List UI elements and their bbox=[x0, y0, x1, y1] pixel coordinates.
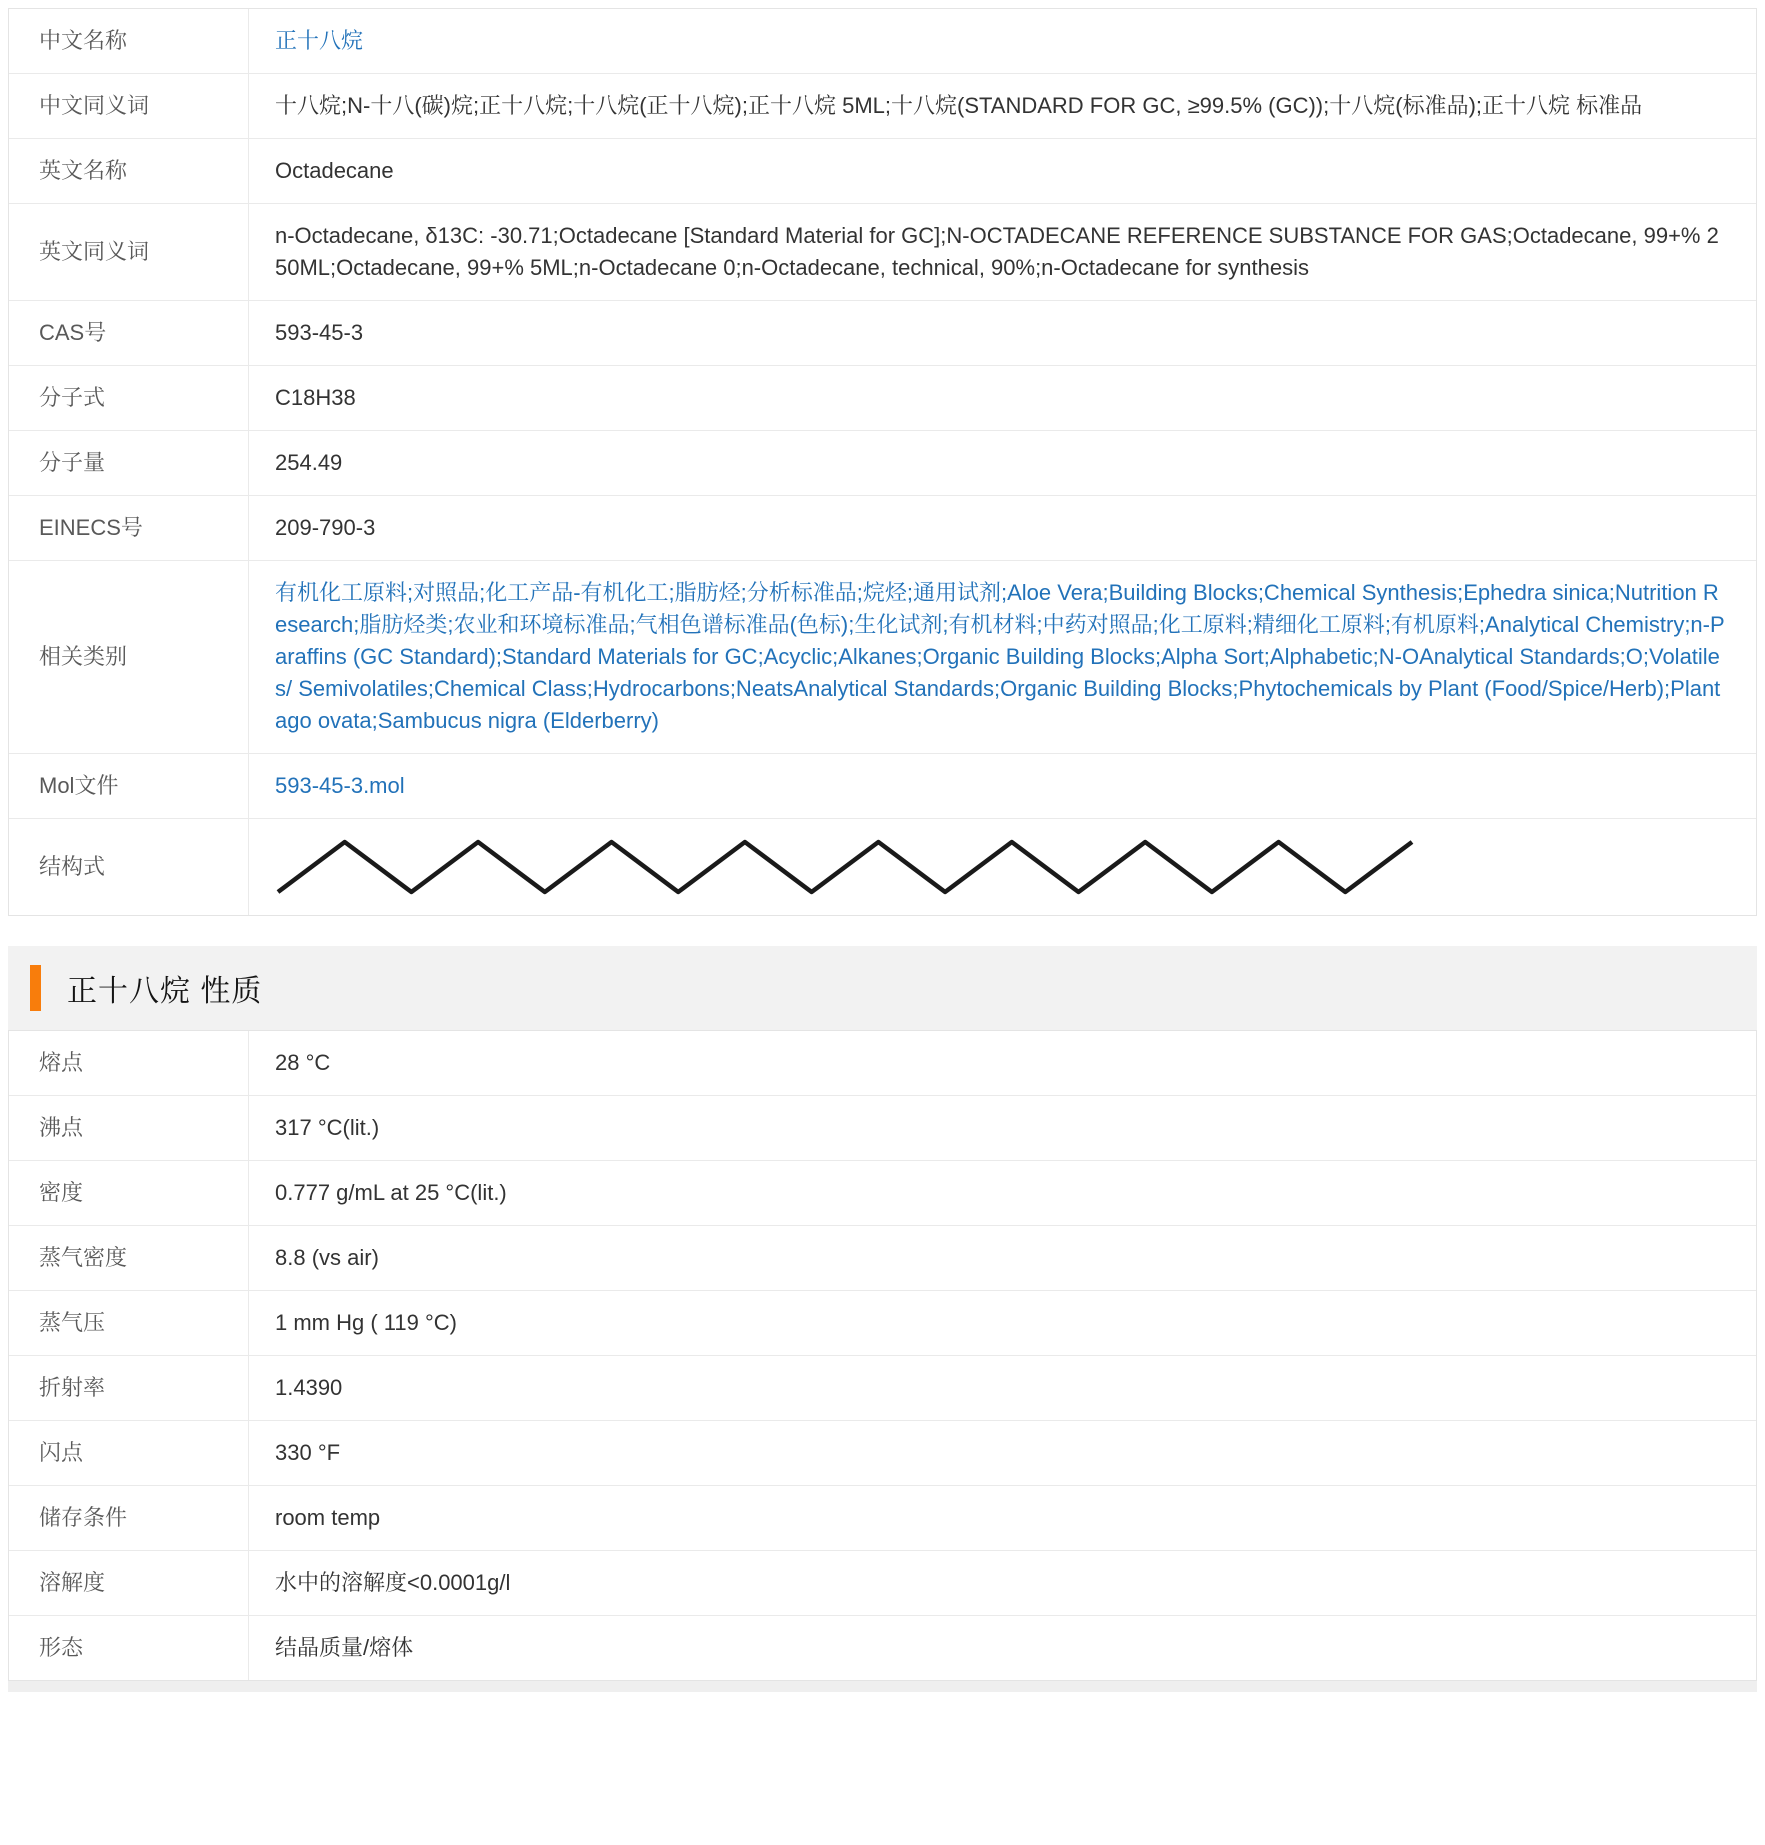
row-label: 相关类别 bbox=[9, 561, 249, 753]
row-value bbox=[249, 754, 1756, 818]
row-label: 折射率 bbox=[9, 1356, 249, 1420]
table-row bbox=[9, 1485, 1756, 1550]
row-value bbox=[249, 431, 1756, 495]
row-label: CAS号 bbox=[9, 301, 249, 365]
value-text: 十八烷;N-十八(碳)烷;正十八烷;十八烷(正十八烷);正十八烷 5ML;十八烷(STANDARD FOR GC, ≥99.5% (GC));十八烷(标准品);正十八烷 标准品 bbox=[275, 93, 1643, 118]
value-text: 1.4390 bbox=[275, 1375, 343, 1400]
row-label: Mol文件 bbox=[9, 754, 249, 818]
structure-cell bbox=[249, 819, 1756, 915]
row-label: 蒸气密度 bbox=[9, 1226, 249, 1290]
table-row bbox=[9, 73, 1756, 138]
next-section-band-edge bbox=[8, 1681, 1757, 1692]
row-value bbox=[249, 1226, 1756, 1290]
table-row bbox=[9, 1550, 1756, 1615]
row-label: 储存条件 bbox=[9, 1486, 249, 1550]
section-header bbox=[8, 946, 1757, 1030]
row-value bbox=[249, 561, 1756, 753]
row-value bbox=[249, 1356, 1756, 1420]
table-row bbox=[9, 1095, 1756, 1160]
table-row bbox=[9, 818, 1756, 915]
category-links[interactable]: 有机化工原料;对照品;化工产品-有机化工;脂肪烃;分析标准品;烷烃;通用试剂;Aloe Vera;Building Blocks;Chemical Synthesis;Ephedra sinica;Nutrition Research;脂肪烃类;农业和环境标准品;气相色谱标准品(色标);生化试剂;有机材料;中药对照品;化工原料;精细化工原料;有机原料;Analytical Chemistry;n-Paraffins (GC Standard);Standard Materials for GC;Acyclic;Alkanes;Organic Building Blocks;Alpha Sort;Alphabetic;N-OAnalytical Standards;O;Volatiles/ Semivolatiles;Chemical Class;Hydrocarbons;NeatsAnalytical Standards;Organic Building Blocks;Phytochemicals by Plant (Food/Spice/Herb);Plantago ovata;Sambucus nigra (Elderberry) bbox=[275, 580, 1725, 733]
row-label: 英文名称 bbox=[9, 139, 249, 203]
value-text: room temp bbox=[275, 1505, 381, 1530]
row-value bbox=[249, 1096, 1756, 1160]
value-text: 1 mm Hg ( 119 °C) bbox=[275, 1310, 457, 1335]
row-value bbox=[249, 366, 1756, 430]
row-value bbox=[249, 496, 1756, 560]
row-value bbox=[249, 301, 1756, 365]
table-row bbox=[9, 1290, 1756, 1355]
table-row bbox=[9, 1615, 1756, 1680]
row-label: 形态 bbox=[9, 1616, 249, 1680]
row-label: 闪点 bbox=[9, 1421, 249, 1485]
row-value bbox=[249, 139, 1756, 203]
row-label: 熔点 bbox=[9, 1031, 249, 1095]
row-value bbox=[249, 74, 1756, 138]
value-text: 水中的溶解度<0.0001g/l bbox=[275, 1570, 511, 1595]
table-row bbox=[9, 495, 1756, 560]
table-row bbox=[9, 300, 1756, 365]
row-label: 分子式 bbox=[9, 366, 249, 430]
table-row bbox=[9, 365, 1756, 430]
row-value bbox=[249, 1161, 1756, 1225]
value-text: 593-45-3 bbox=[275, 320, 364, 345]
table-row bbox=[9, 753, 1756, 818]
table-row bbox=[9, 138, 1756, 203]
value-text: 8.8 (vs air) bbox=[275, 1245, 379, 1270]
section-title: 正十八烷 性质 bbox=[67, 975, 263, 1008]
row-value bbox=[249, 1486, 1756, 1550]
row-value bbox=[249, 1421, 1756, 1485]
row-value bbox=[249, 9, 1756, 73]
table-row bbox=[9, 1160, 1756, 1225]
row-label: 中文同义词 bbox=[9, 74, 249, 138]
value-text: 317 °C(lit.) bbox=[275, 1115, 380, 1140]
table-row bbox=[9, 203, 1756, 300]
table-row bbox=[9, 1225, 1756, 1290]
structure-formula-image bbox=[275, 835, 1415, 899]
row-value bbox=[249, 1291, 1756, 1355]
value-text: 0.777 g/mL at 25 °C(lit.) bbox=[275, 1180, 507, 1205]
value-text: n-Octadecane, δ13C: -30.71;Octadecane [Standard Material for GC];N-OCTADECANE REFERENCE SUBSTANCE FOR GAS;Octadecane, 99+% 250ML;Octadecane, 99+% 5ML;n-Octadecane 0;n-Octadecane, technical, 90%;n-Octadecane for synthesis bbox=[275, 223, 1719, 280]
value-text: C18H38 bbox=[275, 385, 356, 410]
row-value bbox=[249, 1551, 1756, 1615]
value-text: Octadecane bbox=[275, 158, 394, 183]
row-label: 密度 bbox=[9, 1161, 249, 1225]
row-label: 分子量 bbox=[9, 431, 249, 495]
row-label: 沸点 bbox=[9, 1096, 249, 1160]
row-label: 蒸气压 bbox=[9, 1291, 249, 1355]
row-value bbox=[249, 204, 1756, 300]
row-value bbox=[249, 1616, 1756, 1680]
section-accent-bar bbox=[30, 965, 41, 1011]
row-label: 英文同义词 bbox=[9, 204, 249, 300]
value-link[interactable]: 593-45-3.mol bbox=[275, 773, 405, 798]
table-row bbox=[9, 1420, 1756, 1485]
table-row bbox=[9, 9, 1756, 73]
value-text: 209-790-3 bbox=[275, 515, 376, 540]
value-text: 28 °C bbox=[275, 1050, 331, 1075]
value-link[interactable]: 正十八烷 bbox=[275, 28, 364, 53]
row-label: 中文名称 bbox=[9, 9, 249, 73]
row-label: EINECS号 bbox=[9, 496, 249, 560]
row-label: 溶解度 bbox=[9, 1551, 249, 1615]
table-row bbox=[9, 560, 1756, 753]
info-table bbox=[8, 8, 1757, 916]
row-value bbox=[249, 1031, 1756, 1095]
table-row bbox=[9, 1355, 1756, 1420]
row-label: 结构式 bbox=[9, 819, 249, 915]
value-text: 结晶质量/熔体 bbox=[275, 1635, 414, 1660]
table-row bbox=[9, 430, 1756, 495]
value-text: 330 °F bbox=[275, 1440, 341, 1465]
properties-table bbox=[8, 1030, 1757, 1681]
table-row bbox=[9, 1031, 1756, 1095]
value-text: 254.49 bbox=[275, 450, 343, 475]
